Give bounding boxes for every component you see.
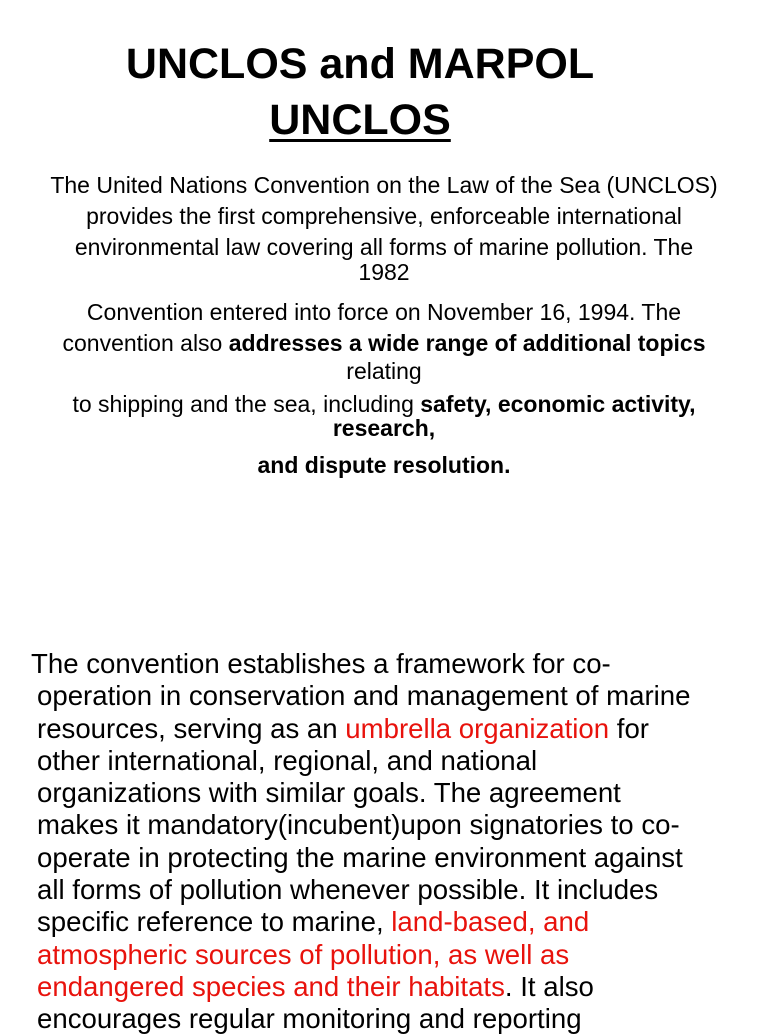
document-title: UNCLOS and MARPOL	[125, 40, 595, 88]
intro-line: research,	[332, 415, 436, 441]
intro-line: 1982	[358, 259, 410, 285]
intro-emphasis: addresses a wide range of additional topics	[228, 330, 706, 356]
body-line: atmospheric sources of pollution, as well as	[37, 938, 570, 970]
body-line: encourages regular monitoring and reporting	[37, 1003, 582, 1035]
intro-line: and dispute resolution.	[257, 452, 511, 478]
body-line: The convention establishes a framework for co-	[31, 648, 611, 679]
body-paragraph	[0, 648, 768, 1036]
body-line: other international, regional, and national	[37, 744, 538, 776]
intro-line: Convention entered into force on November 16, 1994. The	[86, 299, 682, 325]
intro-line: provides the first comprehensive, enforceable international	[86, 203, 682, 229]
body-text: for	[609, 712, 649, 744]
body-line	[0, 713, 768, 745]
intro-line: The United Nations Convention on the Law of the Sea (UNCLOS)	[50, 172, 718, 198]
body-text: . It also	[504, 970, 594, 1002]
intro-line: environmental law covering all forms of marine pollution. The	[74, 234, 694, 260]
body-line	[0, 971, 768, 1003]
intro-text: convention also	[62, 330, 229, 356]
body-line: organizations with similar goals. The agreement	[37, 777, 621, 809]
intro-line	[0, 391, 768, 418]
body-line	[0, 906, 768, 938]
body-text: resources, serving as an	[37, 712, 346, 744]
highlighted-text: land-based, and	[391, 906, 590, 938]
intro-emphasis: safety, economic activity,	[420, 391, 696, 417]
body-line: operation in conservation and management of marine	[37, 680, 691, 712]
body-line: operate in protecting the marine environment against	[37, 841, 683, 873]
highlighted-text: endangered species and their habitats	[37, 970, 505, 1002]
section-heading-unclos: UNCLOS	[269, 96, 451, 144]
body-line: makes it mandatory(incubent)upon signatories to co-	[37, 809, 680, 841]
body-text: specific reference to marine,	[37, 906, 392, 938]
intro-text: to shipping and the sea, including	[72, 391, 421, 417]
intro-line	[0, 329, 768, 358]
intro-paragraph	[0, 170, 768, 480]
intro-line: relating	[346, 358, 422, 384]
highlighted-text: umbrella organization	[345, 712, 610, 744]
body-line: all forms of pollution whenever possible. It includes	[37, 874, 659, 906]
